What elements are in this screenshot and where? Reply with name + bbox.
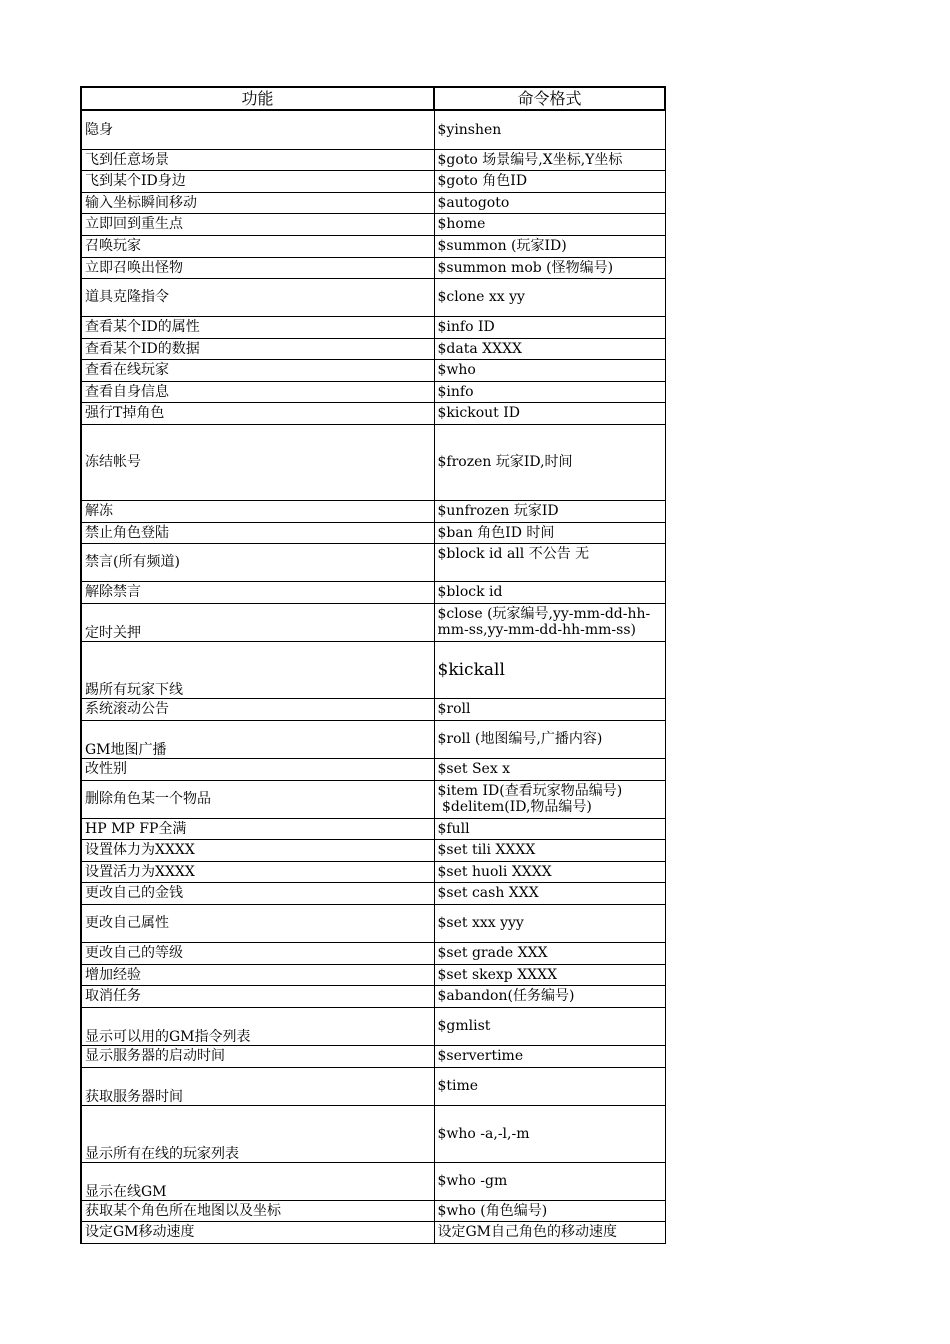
command-cell: $data XXXX: [434, 338, 665, 359]
command-cell: $roll (地图编号,广播内容): [434, 720, 665, 758]
table-row: [81, 758, 665, 780]
table-row: [81, 964, 665, 985]
table-row: [81, 882, 665, 904]
table-row: [81, 1007, 665, 1045]
function-cell: 取消任务: [81, 985, 434, 1007]
command-cell: $servertime: [434, 1045, 665, 1067]
table-row: [81, 1105, 665, 1162]
table-row: [81, 985, 665, 1007]
command-cell: $clone xx yy: [434, 278, 665, 316]
function-cell: GM地图广播: [81, 720, 434, 758]
function-cell: 获取服务器时间: [81, 1067, 434, 1105]
command-cell: $kickall: [434, 641, 665, 698]
function-cell: 飞到某个ID身边: [81, 170, 434, 192]
command-cell: $full: [434, 818, 665, 839]
command-cell: $kickout ID: [434, 402, 665, 424]
command-cell: $goto 角色ID: [434, 170, 665, 192]
command-line: $item ID(查看玩家物品编号): [437, 783, 623, 799]
function-cell: 更改自己的等级: [81, 942, 434, 964]
function-cell: 更改自己的金钱: [81, 882, 434, 904]
command-cell: $roll: [434, 698, 665, 720]
table-row: [81, 543, 665, 581]
function-cell: 增加经验: [81, 964, 434, 985]
gm-command-sheet: [80, 86, 664, 1244]
command-cell: $who: [434, 359, 665, 381]
function-cell: 道具克隆指令: [81, 278, 434, 316]
command-cell: $set xxx yyy: [434, 904, 665, 942]
command-cell: $yinshen: [434, 110, 665, 149]
function-cell: 解除禁言: [81, 581, 434, 603]
table-row: [81, 338, 665, 359]
function-cell: 解冻: [81, 500, 434, 522]
table-row: [81, 235, 665, 257]
table-row: [81, 192, 665, 213]
function-cell: 立即回到重生点: [81, 213, 434, 235]
function-cell: 获取某个角色所在地图以及坐标: [81, 1200, 434, 1221]
command-cell: $info: [434, 381, 665, 402]
function-cell: 显示可以用的GM指令列表: [81, 1007, 434, 1045]
function-cell: 召唤玩家: [81, 235, 434, 257]
command-cell: $set grade XXX: [434, 942, 665, 964]
table-row: [81, 1200, 665, 1221]
table-row: [81, 861, 665, 882]
table-row: [81, 720, 665, 758]
table-row: [81, 818, 665, 839]
header-function: 功能: [81, 87, 434, 110]
function-cell: 禁止角色登陆: [81, 522, 434, 543]
function-cell: 飞到任意场景: [81, 149, 434, 170]
command-cell: $close (玩家编号,yy-mm-dd-hh-mm-ss,yy-mm-dd-hh-mm-ss): [434, 603, 665, 641]
table-row: [81, 170, 665, 192]
command-cell: $who -a,-l,-m: [434, 1105, 665, 1162]
command-cell: $who -gm: [434, 1162, 665, 1200]
command-cell: [434, 780, 665, 818]
table-row: [81, 424, 665, 500]
table-row: [81, 359, 665, 381]
function-cell: 更改自己属性: [81, 904, 434, 942]
command-cell: $goto 场景编号,X坐标,Y坐标: [434, 149, 665, 170]
table-row: [81, 1045, 665, 1067]
command-cell: $summon mob (怪物编号): [434, 257, 665, 278]
function-cell: 查看自身信息: [81, 381, 434, 402]
function-cell: 隐身: [81, 110, 434, 149]
table-row: [81, 381, 665, 402]
function-cell: 设置活力为XXXX: [81, 861, 434, 882]
command-cell: $autogoto: [434, 192, 665, 213]
command-cell: $block id: [434, 581, 665, 603]
command-cell: $summon (玩家ID): [434, 235, 665, 257]
table-row: [81, 213, 665, 235]
command-cell: $abandon(任务编号): [434, 985, 665, 1007]
table-row: [81, 641, 665, 698]
function-cell: 设置体力为XXXX: [81, 839, 434, 861]
table-row: [81, 1221, 665, 1243]
command-line: $delitem(ID,物品编号): [437, 799, 592, 815]
function-cell: 立即召唤出怪物: [81, 257, 434, 278]
function-cell: 输入坐标瞬间移动: [81, 192, 434, 213]
command-cell: $set cash XXX: [434, 882, 665, 904]
table-row: [81, 500, 665, 522]
table-row: [81, 942, 665, 964]
header-row: [81, 87, 665, 110]
table-row: [81, 581, 665, 603]
table-row: [81, 402, 665, 424]
function-cell: 查看某个ID的数据: [81, 338, 434, 359]
function-cell: 冻结帐号: [81, 424, 434, 500]
function-cell: 禁言(所有频道): [81, 543, 434, 581]
function-cell: 查看在线玩家: [81, 359, 434, 381]
function-cell: 显示在线GM: [81, 1162, 434, 1200]
function-cell: 强行T掉角色: [81, 402, 434, 424]
function-cell: 踢所有玩家下线: [81, 641, 434, 698]
function-cell: 设定GM移动速度: [81, 1221, 434, 1243]
command-cell: $ban 角色ID 时间: [434, 522, 665, 543]
table-row: [81, 316, 665, 338]
table-row: [81, 522, 665, 543]
command-cell: 设定GM自己角色的移动速度: [434, 1221, 665, 1243]
command-cell: $set skexp XXXX: [434, 964, 665, 985]
command-cell: $home: [434, 213, 665, 235]
table-row: [81, 1162, 665, 1200]
command-cell: $gmlist: [434, 1007, 665, 1045]
command-cell: $who (角色编号): [434, 1200, 665, 1221]
function-cell: HP MP FP全满: [81, 818, 434, 839]
table-row: [81, 257, 665, 278]
command-cell: $unfrozen 玩家ID: [434, 500, 665, 522]
table-row: [81, 149, 665, 170]
function-cell: 删除角色某一个物品: [81, 780, 434, 818]
table-row: [81, 904, 665, 942]
command-cell: $block id all 不公告 无: [434, 543, 665, 581]
function-cell: 显示服务器的启动时间: [81, 1045, 434, 1067]
table-row: [81, 1067, 665, 1105]
command-cell: $info ID: [434, 316, 665, 338]
gm-command-table: [80, 86, 666, 1244]
header-command: 命令格式: [434, 87, 665, 110]
function-cell: 定时关押: [81, 603, 434, 641]
function-cell: 查看某个ID的属性: [81, 316, 434, 338]
command-cell: $set huoli XXXX: [434, 861, 665, 882]
table-row: [81, 110, 665, 149]
command-cell: $frozen 玩家ID,时间: [434, 424, 665, 500]
command-cell: $time: [434, 1067, 665, 1105]
command-cell: $set tili XXXX: [434, 839, 665, 861]
table-row: [81, 780, 665, 818]
table-row: [81, 839, 665, 861]
function-cell: 改性别: [81, 758, 434, 780]
table-row: [81, 603, 665, 641]
table-row: [81, 278, 665, 316]
function-cell: 显示所有在线的玩家列表: [81, 1105, 434, 1162]
function-cell: 系统滚动公告: [81, 698, 434, 720]
table-row: [81, 698, 665, 720]
command-cell: $set Sex x: [434, 758, 665, 780]
